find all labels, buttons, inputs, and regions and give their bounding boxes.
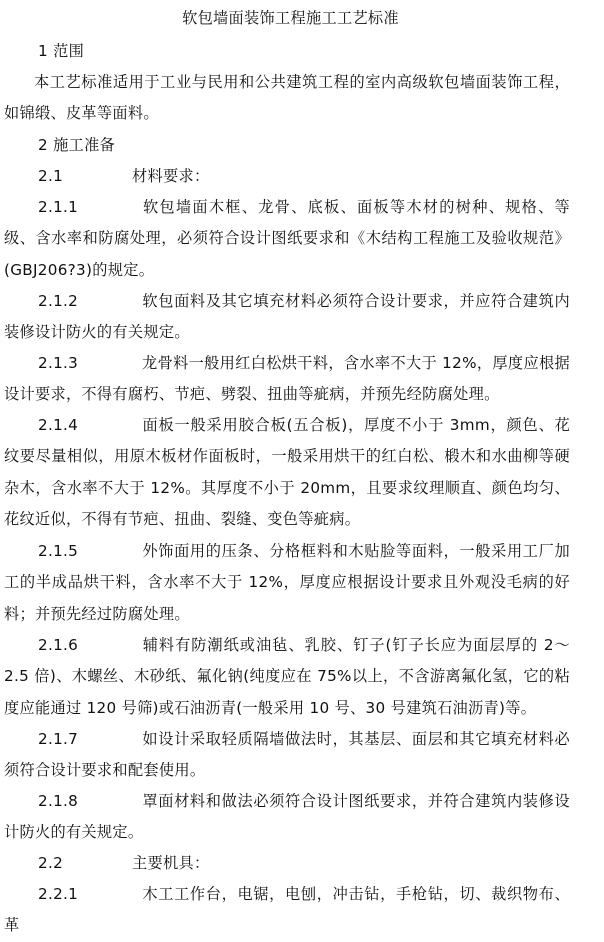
clause-2-1-7: [4, 724, 570, 787]
clause-2-1-5: [4, 536, 570, 630]
clause-text: 主要机具：: [132, 854, 210, 872]
clause-number: 2.1.4: [38, 416, 79, 434]
clause-text: 软包墙面木框、龙骨、底板、面板等木材的树种、规格、等级、含水率和防腐处理，必须符合设计图纸要求和《木结构工程施工及验收规范》(GBJ206?3)的规定。: [4, 198, 570, 279]
section-1-text: 本工艺标准适用于工业与民用和公共建筑工程的室内高级软包墙面装饰工程，如锦缎、皮革等面料。: [4, 73, 570, 123]
document-title: 软包墙面装饰工程施工工艺标准: [182, 9, 399, 27]
clause-number: 2.1.5: [38, 542, 79, 560]
clause-number: 2.1.6: [38, 636, 79, 654]
clause-text: 辅料有防潮纸或油毡、乳胶、钉子(钉子长应为面层厚的 2～2.5 倍)、木螺丝、木砂纸、氟化钠(纯度应在 75%以上，不含游离氟化氢，它的粘度应能通过 120 号筛)或石油沥青(一般采用 10 号、30 号建筑石油沥青)等。: [4, 636, 570, 717]
clause-2-1-4: [4, 410, 570, 535]
clause-number: 2.1.2: [38, 292, 79, 310]
clause-number: 2.1.7: [38, 730, 79, 748]
clause-2-2: [4, 848, 570, 879]
clause-number: 2.2: [38, 854, 64, 872]
section-2-heading: 2 施工准备: [38, 136, 116, 154]
clause-2-1-3: [4, 348, 570, 411]
clause-number: 2.1.3: [38, 354, 79, 372]
clause-2-1: [4, 161, 570, 192]
clause-number: 2.1: [38, 167, 64, 185]
clause-2-2-1: [4, 879, 570, 935]
clause-text: 如设计采取轻质隔墙做法时，其基层、面层和其它填充材料必须符合设计要求和配套使用。: [4, 730, 570, 780]
clause-number: 2.1.1: [38, 198, 79, 216]
clause-number: 2.1.8: [38, 792, 79, 810]
clause-text: 罩面材料和做法必须符合设计图纸要求，并符合建筑内装修设计防火的有关规定。: [4, 792, 570, 842]
clause-text: 木工工作台，电锯，电刨，冲击钻，手枪钻，切、裁织物布、革: [4, 885, 570, 935]
clause-text: 材料要求：: [132, 167, 210, 185]
clause-number: 2.2.1: [38, 885, 79, 903]
clause-text: 面板一般采用胶合板(五合板)，厚度不小于 3mm，颜色、花纹要尽量相似，用原木板材作面板时，一般采用烘干的红白松、椴木和水曲柳等硬杂木，含水率不大于 12%。其厚度不小于 20mm，且要求纹理顺直、颜色均匀、花纹近似，不得有节疤、扭曲、裂缝、变色等疵病。: [4, 416, 570, 528]
clause-text: 外饰面用的压条、分格框料和木贴脸等面料，一般采用工厂加工的半成品烘干料，含水率不大于 12%，厚度应根据设计要求且外观没毛病的好料；并预先经过防腐处理。: [4, 542, 570, 623]
clause-2-1-6: [4, 630, 570, 724]
clause-text: 软包面料及其它填充材料必须符合设计要求，并应符合建筑内装修设计防火的有关规定。: [4, 292, 570, 342]
clause-2-1-8: [4, 786, 570, 849]
clause-2-1-1: [4, 192, 570, 286]
section-1-heading: 1 范围: [38, 42, 85, 60]
clause-text: 龙骨料一般用红白松烘干料，含水率不大于 12%，厚度应根据设计要求，不得有腐朽、节疤、劈裂、扭曲等疵病，并预先经防腐处理。: [4, 354, 570, 404]
clause-2-1-2: [4, 286, 570, 349]
